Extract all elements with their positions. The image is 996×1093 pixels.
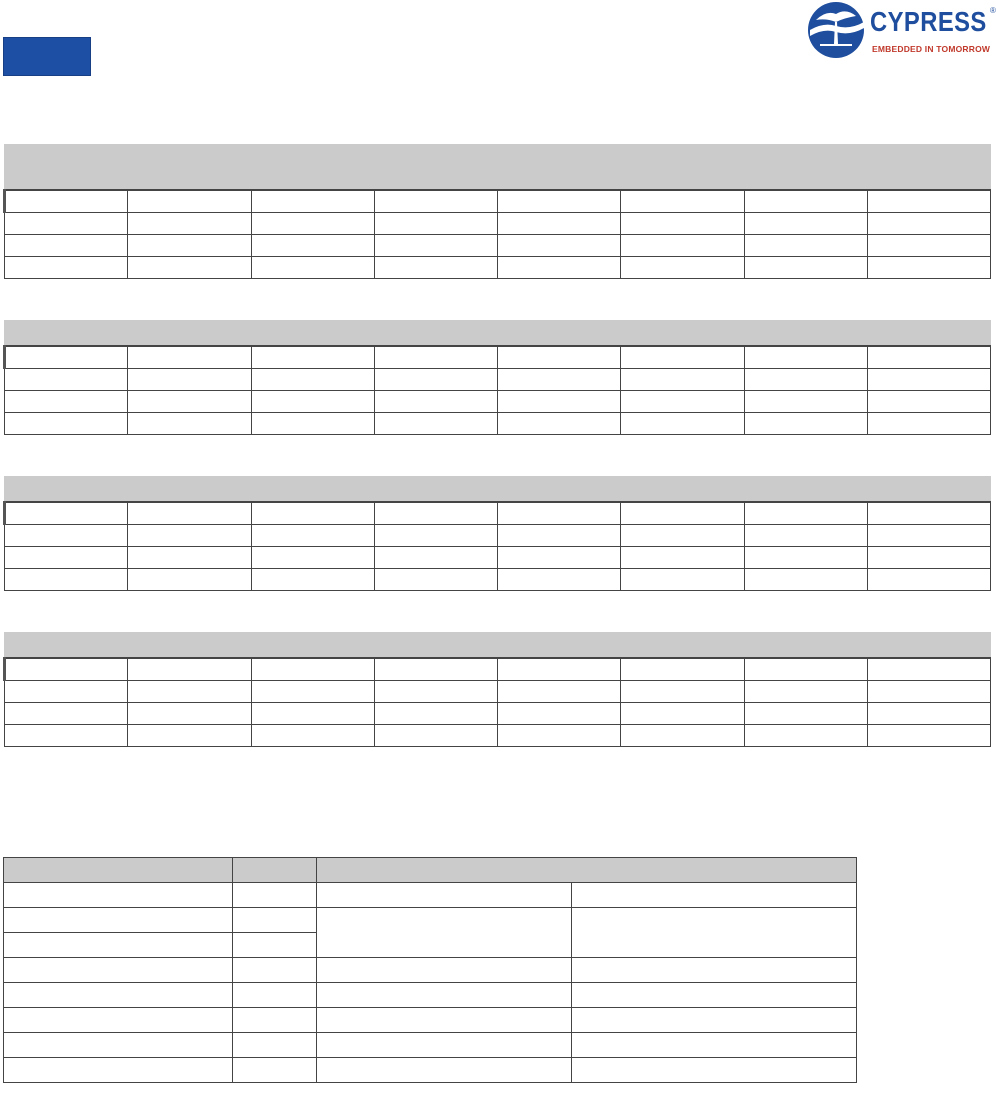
table-cell (5, 257, 128, 279)
table-cell (744, 391, 867, 413)
table-row (5, 257, 991, 279)
table-row (5, 547, 991, 569)
table-cell (4, 958, 233, 983)
grid-table-3 (3, 476, 991, 591)
table-row (5, 502, 991, 525)
table-cell (233, 1058, 317, 1083)
table-cell (251, 413, 374, 435)
table-cell (744, 257, 867, 279)
table-cell (4, 1058, 233, 1083)
table-cell (744, 525, 867, 547)
summary-table (3, 857, 857, 1083)
table-cell (374, 502, 497, 525)
table-cell (374, 346, 497, 369)
table-cell (128, 346, 251, 369)
table-cell (128, 658, 251, 681)
table-cell (374, 391, 497, 413)
table-cell (233, 1033, 317, 1058)
table-cell (233, 1008, 317, 1033)
table-cell (621, 346, 744, 369)
table-row (5, 725, 991, 747)
table-header-row (5, 321, 991, 347)
table-row (5, 369, 991, 391)
table-cell (251, 235, 374, 257)
table-cell (374, 213, 497, 235)
table-cell (5, 703, 128, 725)
table-cell (621, 703, 744, 725)
table-header-cell (5, 145, 991, 191)
table-cell (128, 413, 251, 435)
table-row (4, 1008, 857, 1033)
table-cell (251, 547, 374, 569)
table-header-cell (4, 858, 233, 883)
table-cell (374, 658, 497, 681)
table-cell (374, 369, 497, 391)
table-cell (233, 908, 317, 933)
table-header-cell (5, 321, 991, 347)
table-header-cell (5, 477, 991, 503)
table-row (5, 569, 991, 591)
table-cell (5, 369, 128, 391)
table-cell (498, 213, 621, 235)
table-cell (744, 547, 867, 569)
table-cell (317, 883, 572, 908)
table-row (4, 883, 857, 908)
table-cell (251, 658, 374, 681)
table-cell (572, 958, 857, 983)
table-cell (251, 525, 374, 547)
table-cell (5, 190, 128, 213)
table-cell (572, 1058, 857, 1083)
table-row (5, 213, 991, 235)
table-cell (374, 703, 497, 725)
table-cell (744, 725, 867, 747)
table-cell (317, 908, 572, 958)
table-cell (233, 883, 317, 908)
table-cell (251, 725, 374, 747)
logo-registered-mark: ® (990, 6, 996, 15)
table-cell (572, 908, 857, 958)
table-cell (233, 958, 317, 983)
table-cell (251, 346, 374, 369)
table-cell (317, 958, 572, 983)
table-cell (621, 681, 744, 703)
table-row (5, 525, 991, 547)
table-cell (317, 1008, 572, 1033)
table-cell (251, 391, 374, 413)
table-cell (251, 190, 374, 213)
table-cell (867, 658, 990, 681)
table-cell (128, 391, 251, 413)
table-cell (867, 703, 990, 725)
table-cell (374, 235, 497, 257)
table-cell (5, 658, 128, 681)
table-cell (128, 525, 251, 547)
table-row (5, 235, 991, 257)
table-cell (317, 983, 572, 1008)
table-row (4, 958, 857, 983)
logo-wordmark: CYPRESS (870, 6, 987, 37)
table-cell (867, 525, 990, 547)
table-cell (621, 413, 744, 435)
table-cell (498, 413, 621, 435)
table-cell (374, 681, 497, 703)
table-cell (251, 703, 374, 725)
table-cell (621, 257, 744, 279)
table-cell (621, 502, 744, 525)
table-cell (128, 681, 251, 703)
table-cell (867, 547, 990, 569)
table-row (5, 681, 991, 703)
table-cell (251, 369, 374, 391)
table-cell (5, 725, 128, 747)
table-cell (867, 391, 990, 413)
table-cell (744, 190, 867, 213)
table-cell (5, 346, 128, 369)
table-cell (572, 883, 857, 908)
table-cell (128, 369, 251, 391)
table-cell (621, 190, 744, 213)
table-row (5, 346, 991, 369)
table-cell (374, 725, 497, 747)
table-row (5, 703, 991, 725)
table-cell (4, 883, 233, 908)
table-cell (572, 983, 857, 1008)
table-cell (498, 658, 621, 681)
table-cell (4, 983, 233, 1008)
table-cell (498, 346, 621, 369)
table-cell (867, 502, 990, 525)
table-cell (498, 569, 621, 591)
table-cell (374, 413, 497, 435)
table-cell (572, 1008, 857, 1033)
table-cell (498, 391, 621, 413)
table-header-cell (233, 858, 317, 883)
table-cell (498, 257, 621, 279)
table-cell (744, 369, 867, 391)
tree-globe-icon (806, 0, 870, 60)
table-cell (744, 346, 867, 369)
table-cell (5, 525, 128, 547)
table-cell (498, 725, 621, 747)
table-cell (233, 933, 317, 958)
table-header-row (5, 145, 991, 191)
cypress-logo (806, 0, 996, 60)
table-cell (128, 502, 251, 525)
table-cell (251, 213, 374, 235)
table-row (5, 658, 991, 681)
grid-table-4 (3, 632, 991, 747)
table-header-row (5, 633, 991, 659)
table-cell (744, 569, 867, 591)
table-cell (867, 681, 990, 703)
table-cell (5, 413, 128, 435)
table-cell (128, 725, 251, 747)
logo-tagline: EMBEDDED IN TOMORROW (872, 44, 991, 54)
table-cell (744, 213, 867, 235)
table-row (4, 1058, 857, 1083)
table-row (5, 391, 991, 413)
table-row (4, 908, 857, 933)
table-row (4, 983, 857, 1008)
table-cell (621, 525, 744, 547)
table-cell (251, 257, 374, 279)
table-cell (498, 681, 621, 703)
table-cell (744, 413, 867, 435)
table-cell (744, 235, 867, 257)
table-cell (5, 547, 128, 569)
table-header-cell (5, 633, 991, 659)
table-cell (867, 413, 990, 435)
table-cell (317, 1058, 572, 1083)
table-cell (251, 502, 374, 525)
grid-table-1 (3, 144, 991, 279)
table-cell (5, 502, 128, 525)
table-cell (498, 190, 621, 213)
table-cell (867, 257, 990, 279)
table-cell (498, 703, 621, 725)
table-cell (128, 235, 251, 257)
header-accent-block (3, 37, 91, 76)
table-cell (744, 658, 867, 681)
table-cell (867, 235, 990, 257)
table-cell (374, 569, 497, 591)
table-cell (621, 369, 744, 391)
table-cell (621, 569, 744, 591)
table-cell (498, 525, 621, 547)
table-header-row (4, 858, 857, 883)
table-cell (233, 983, 317, 1008)
table-cell (498, 235, 621, 257)
table-cell (498, 502, 621, 525)
table-cell (4, 908, 233, 933)
table-cell (317, 1033, 572, 1058)
table-header-row (5, 477, 991, 503)
table-cell (251, 681, 374, 703)
table-row (4, 1033, 857, 1058)
table-cell (621, 725, 744, 747)
table-cell (4, 933, 233, 958)
table-cell (4, 1008, 233, 1033)
table-cell (867, 725, 990, 747)
table-cell (5, 681, 128, 703)
table-cell (4, 1033, 233, 1058)
table-cell (251, 569, 374, 591)
table-cell (5, 391, 128, 413)
table-cell (128, 190, 251, 213)
table-cell (621, 235, 744, 257)
table-cell (621, 213, 744, 235)
table-cell (374, 547, 497, 569)
table-row (5, 190, 991, 213)
table-cell (744, 703, 867, 725)
table-cell (5, 569, 128, 591)
table-header-cell (317, 858, 857, 883)
table-cell (374, 190, 497, 213)
table-cell (867, 346, 990, 369)
table-cell (128, 213, 251, 235)
table-cell (498, 547, 621, 569)
table-cell (572, 1033, 857, 1058)
table-cell (128, 547, 251, 569)
table-row (5, 413, 991, 435)
table-cell (5, 235, 128, 257)
table-cell (128, 257, 251, 279)
table-cell (621, 658, 744, 681)
table-cell (128, 703, 251, 725)
table-cell (744, 502, 867, 525)
table-cell (5, 213, 128, 235)
table-cell (498, 369, 621, 391)
table-cell (374, 257, 497, 279)
table-cell (867, 569, 990, 591)
table-cell (621, 547, 744, 569)
table-cell (374, 525, 497, 547)
table-cell (867, 369, 990, 391)
table-cell (867, 190, 990, 213)
table-cell (128, 569, 251, 591)
table-cell (867, 213, 990, 235)
grid-table-2 (3, 320, 991, 435)
table-cell (744, 681, 867, 703)
table-cell (621, 391, 744, 413)
